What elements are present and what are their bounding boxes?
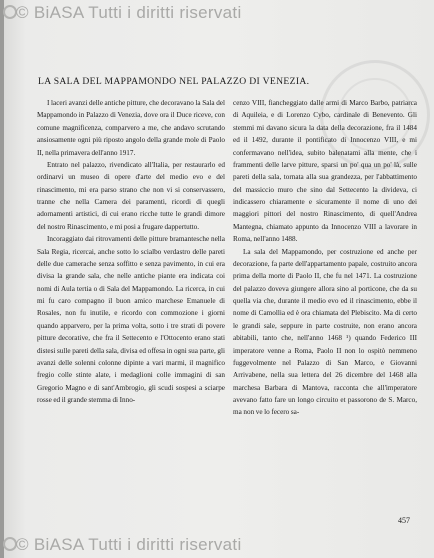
watermark-bottom — [0, 532, 434, 558]
copyright-icon — [3, 537, 17, 551]
watermark-top-text: © BiASA Tutti i diritti riservati — [16, 3, 242, 22]
page-number: 457 — [398, 516, 410, 525]
article-title: LA SALA DEL MAPPAMONDO NEL PALAZZO DI VENEZIA. — [38, 76, 310, 87]
copyright-icon — [3, 5, 17, 19]
binding-gutter — [0, 0, 4, 558]
paragraph: Entrato nel palazzo, rivendicato all'Italia, per restaurarlo ed ordinarvi un museo di opere d'arte del medio evo e del rinascimento, mi era parso strano che non vi si conservassero, tranne che nella Camera dei paramenti, ricordi di quegli adornamenti artistici, di cui erano ricche tutte le grandi dimore del nostro Rinascimento, e mi posi a frugare dappertutto. — [37, 160, 225, 231]
paragraph: cenzo VIII, fiancheggiato dalle armi di Marco Barbo, patriarca di Aquileia, e di Lorenzo Cybo, cardinale di Benevento. Gli stemmi mi davano sicura la data della decorazione, fra il 1484 ed il 1492, durante il pontificato di Innocenzo VIII, e mi confermavano nell'idea, subito balenatami alla mente, che i frammenti delle larve pitture, sparsi un po' qua un po' là, sulle pareti della sala, tornata alla sua grandezza, per l'abbattimento del massiccio muro che sino dal Settecento la divideva, ci indicassero chiaramente e sicuramente il nome di uno dei maggiori pittori del nostro Rinascimento, di quell'Andrea Mantegna, chiamato appunto da Innocenzo VIII a lavorare in Roma, nell'anno 1488. — [233, 99, 417, 244]
right-column — [233, 97, 417, 419]
watermark-top — [0, 0, 434, 26]
left-column — [37, 97, 225, 406]
watermark-bottom-text: © BiASA Tutti i diritti riservati — [16, 535, 242, 554]
paragraph: I laceri avanzi delle antiche pitture, che decoravano la Sala del Mappamondo in Palazzo di Venezia, dove ora il Duce riceve, con comune magnificenza, comparvero a me, che andavo scrutando ansiosamente ogni più riposto angolo della grande mole di Paolo II, nella primavera dell'anno 1917. — [37, 99, 225, 157]
paragraph: Incoraggiato dai ritrovamenti delle pitture bramantesche nella Sala Regia, ricercai, anche sotto lo scialbo verdastro delle pareti delle due camerache senza soffitto e senza pavimento, in cui era divisa la grande sala, che nelle antiche piante era indicata coi nomi di Aula tertia o di Sala del Mappamondo. La ricerca, in cui mi fu caro compagno il buon amico marchese Emanuele di Rosales, non fu inutile, e ricordo con commozione i giorni quando apparvero, per la prima volta, sotto i tre strati di povere pitture decorative, che fra il Settecento e l'Ottocento erano stati distesi sulle pareti della sala, divisa ed offesa in ogni sua parte, gli avanzi delle solenni colonne dipinte a vari marmi, il magnifico fregio colle stinte alate, i medaglioni colle immagini di san Gregorio Magno e di sant'Ambrogio, gli scudi sospesi a sciarpe rosse ed il grande stemma di Inno- — [37, 235, 225, 404]
paragraph: La sala del Mappamondo, per costruzione ed anche per decorazione, fa parte dell'appartamento papale, costruito ancora prima della morte di Paolo II, che fu nel 1471. La costruzione del palazzo doveva giungere allora sino al porticone, che da su quella via che, durante il medio evo ed il rinascimento, ebbe il nome di Camollia ed è ora chiamata del Plebiscito. Ma di certo le grandi sale, seppure in parte costruite, non erano ancora abitabili, tanto che, nell'anno 1468 ¹) quando Federico III imperatore venne a Roma, Paolo II non lo ospitò nemmeno fuggevolmente nel Palazzo di San Marco, e Giovanni Arrivabene, nella sua lettera del 26 dicembre del 1468 alla marchesa Barbara di Mantova, racconta che all'imperatore avevano fatto fare un longo circuito et passorono de S. Marco, ma non ve lo fecero sa- — [233, 247, 417, 417]
